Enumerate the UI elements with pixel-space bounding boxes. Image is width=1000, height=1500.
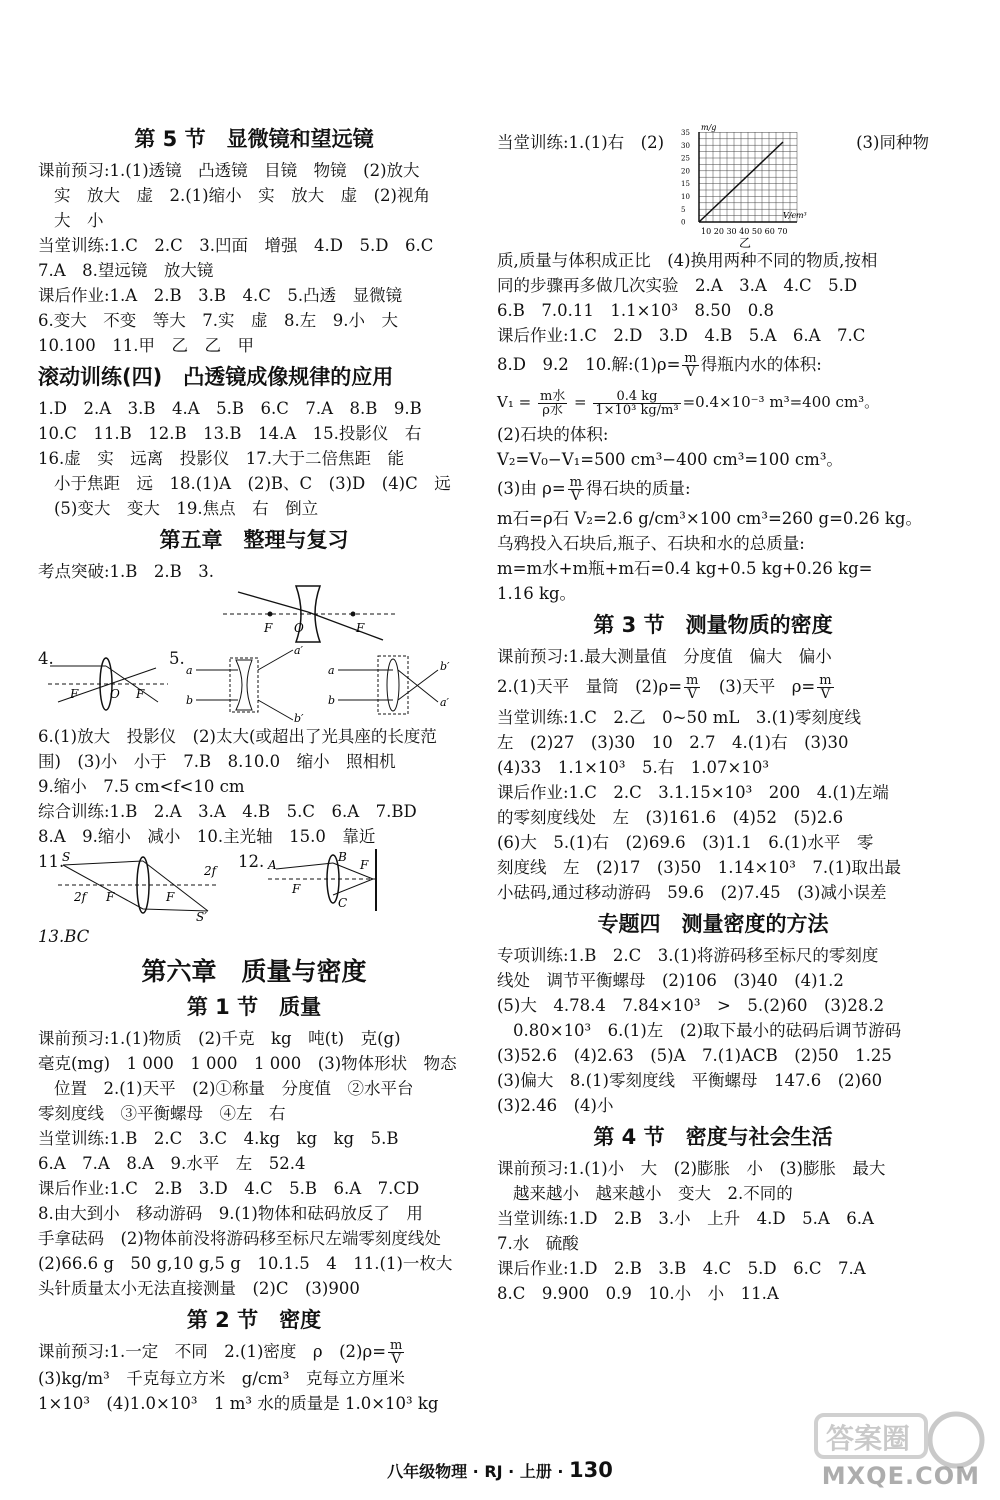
text-line: 16.虚 实 远离 投影仪 17.大于二倍焦距 能 [38, 449, 404, 468]
text-span: V₁ = [497, 393, 536, 411]
figure-label: 4. [38, 649, 54, 668]
text-line: 课前预习:1.(1)透镜 凸透镜 目镜 物镜 (2)放大 [38, 161, 420, 180]
denominator: V [685, 365, 696, 380]
numerator: m [684, 351, 697, 366]
text-line: m石=ρ石 V₂=2.6 g/cm³×100 cm³=260 g=0.26 kg。 [497, 509, 922, 528]
text-line: 8.C 9.900 0.9 10.小 小 11.A [497, 1284, 779, 1303]
text-line: 当堂训练:1.B 2.C 3.C 4.kg kg kg 5.B [38, 1129, 399, 1148]
text-line: (4)33 1.1×10³ 5.右 1.07×10³ [497, 758, 769, 777]
text-line: V₂=V₀−V₁=500 cm³−400 cm³=100 cm³。 [497, 450, 843, 469]
text-line: 0.80×10³ 6.(1)左 (2)取下最小的砝码后调节游码 [513, 1021, 902, 1040]
svg-text:A: A [268, 858, 277, 872]
text-line: 10.C 11.B 12.B 13.B 14.A 15.投影仪 右 [38, 424, 422, 443]
svg-text:F: F [166, 890, 175, 904]
figure-4-5-svg [38, 644, 470, 724]
text-line: 线处 调节平衡螺母 (2)106 (3)40 (4)1.2 [497, 971, 844, 990]
text-span: (3)由 ρ= [497, 479, 566, 498]
density-graph-block [497, 120, 929, 248]
text-line: 当堂训练:1.C 2.乙 0~50 mL 3.(1)零刻度线 [497, 708, 861, 727]
footer-label: 八年级物理 · RJ · 上册 · [387, 1462, 570, 1481]
text-line: 课后作业:1.C 2.B 3.D 4.C 5.B 6.A 7.CD [38, 1179, 420, 1198]
svg-text:a: a [328, 664, 335, 677]
svg-text:a′: a′ [440, 696, 450, 709]
text-line: 8.由大到小 移动游码 9.(1)物体和砝码放反了 用 [38, 1204, 423, 1223]
numerator: m [686, 673, 699, 688]
text-line: 围) (3)小 小于 7.B 8.10.0 缩小 照相机 [38, 752, 396, 771]
figure-label: 5. [169, 649, 185, 668]
svg-text:b′: b′ [294, 712, 304, 724]
text-line: 1×10³ (4)1.0×10³ 1 m³ 水的质量是 1.0×10³ kg [38, 1394, 439, 1413]
svg-text:O: O [110, 687, 120, 701]
x-axis-label: V/cm³ [783, 211, 807, 220]
text-line: 的零刻度线处 左 (3)161.6 (4)52 (5)2.6 [497, 808, 844, 827]
text-line: 课后作业:1.D 2.B 3.B 4.C 5.D 6.C 7.A [497, 1259, 866, 1278]
fraction [538, 390, 567, 417]
watermark-logo-text: 答案圈 [826, 1422, 911, 1455]
text-line: 刻度线 左 (2)17 (3)50 1.14×10³ 7.(1)取出最 [497, 858, 902, 877]
text-line: 课后作业:1.C 2.C 3.1.15×10³ 200 4.(1)左端 [497, 783, 889, 802]
text-span: (3)同种物 [856, 133, 929, 152]
y-axis-label: m/g [701, 123, 717, 132]
text-line [38, 1339, 470, 1366]
svg-text:F: F [106, 890, 115, 904]
numerator: m [819, 673, 832, 688]
text-line: 10.100 11.甲 乙 乙 甲 [38, 336, 254, 355]
svg-text:b′: b′ [440, 660, 450, 673]
left-column [38, 120, 470, 1416]
svg-text:a′: a′ [294, 644, 304, 657]
lens-figures-11-12 [38, 849, 470, 924]
text-line: 大 小 [54, 211, 104, 230]
text-line: m=m水+m瓶+m石=0.4 kg+0.5 kg+0.26 kg= [497, 559, 873, 578]
y-tick-label: 20 [681, 167, 690, 176]
svg-text:2f: 2f [204, 864, 217, 878]
svg-text:b: b [328, 694, 336, 707]
graph-caption: 乙 [739, 236, 752, 248]
y-tick-label: 30 [681, 141, 690, 150]
denominator: V [687, 687, 697, 702]
numerator: 0.4 kg [593, 390, 680, 404]
fraction-m-over-v [388, 1339, 404, 1366]
text-line: 课前预习:1.(1)小 大 (2)膨胀 小 (3)膨胀 最大 [497, 1159, 886, 1178]
text-line [497, 348, 929, 382]
text-line: 当堂训练:1.D 2.B 3.小 上升 4.D 5.A 6.A [497, 1209, 874, 1228]
text-line [497, 669, 929, 705]
text-span: 2.(1)天平 量筒 (2)ρ= [497, 677, 683, 696]
text-line: 考点突破:1.B 2.B 3. [38, 562, 215, 581]
text-line: 6.B 7.0.11 1.1×10³ 8.50 0.8 [497, 301, 775, 320]
section-title: 第 4 节 密度与社会生活 [593, 1125, 833, 1149]
section-title: 专题四 测量密度的方法 [597, 912, 829, 936]
denominator: ρ水 [542, 402, 563, 418]
text-line: 综合训练:1.B 2.A 3.A 4.B 5.C 6.A 7.BD [38, 802, 417, 821]
y-tick-label: 15 [681, 180, 690, 189]
svg-text:b: b [186, 694, 194, 707]
svg-text:F: F [292, 882, 301, 896]
text-line: (3)偏大 8.(1)零刻度线 平衡螺母 147.6 (2)60 [497, 1071, 883, 1090]
text-line: 位置 2.(1)天平 (2)①称量 分度值 ②水平台 [54, 1079, 414, 1098]
svg-text:C: C [338, 896, 348, 910]
text-line: (6)大 5.(1)右 (2)69.6 (3)1.1 6.(1)水平 零 [497, 833, 874, 852]
numerator: m水 [539, 388, 566, 404]
y-tick-label: 5 [681, 205, 686, 214]
svg-text:B: B [338, 850, 347, 864]
svg-text:S′: S′ [196, 910, 207, 924]
section-title: 第 2 节 密度 [186, 1308, 322, 1332]
y-tick-label: 35 [681, 129, 690, 137]
text-span: 8.D 9.2 10.解:(1)ρ= [497, 355, 681, 374]
fraction-m-over-v [682, 352, 698, 379]
lens-figures-4-5 [38, 644, 470, 724]
y-tick-label: 10 [681, 193, 690, 201]
text-span: =0.4×10⁻³ m³=400 cm³。 [682, 393, 880, 411]
figure-11-12-svg [38, 849, 470, 924]
text-line [497, 472, 929, 506]
text-line: 课前预习:1.最大测量值 分度值 偏大 偏小 [497, 647, 832, 666]
numerator: m [569, 475, 582, 490]
denominator: V [391, 1352, 401, 1367]
svg-text:2f: 2f [74, 890, 87, 904]
text-line: 6.变大 不变 等大 7.实 虚 8.左 9.小 大 [38, 311, 398, 330]
text-span: 得石块的质量: [585, 479, 691, 498]
numerator: m [390, 1338, 403, 1353]
equation-line: V₁ = $\frac{\text{m水}}{\text{ρ水}}$ = $\frac{0.4 kg}{\text{1×10³ kg/m³}}$ =0.4×10⁻³ m³=400 cm³。 [497, 388, 880, 418]
right-column [497, 120, 929, 1306]
text-line: 同的步骤再多做几次实验 2.A 3.A 4.C 5.D [497, 276, 858, 295]
figure-label: 12. [238, 852, 265, 871]
page-number: 130 [569, 1458, 613, 1482]
text-line: 1.16 kg。 [497, 584, 577, 603]
figure-label: 11. [38, 852, 65, 871]
text-line: (2)66.6 g 50 g,10 g,5 g 10.1.5 4 11.(1)一枚大 [38, 1254, 453, 1273]
svg-text:F: F [360, 858, 369, 872]
text-span: 当堂训练:1.(1)右 (2) [497, 133, 665, 152]
text-line: 当堂训练:1.C 2.C 3.凹面 增强 4.D 5.D 6.C [38, 236, 434, 255]
svg-text:a: a [186, 664, 193, 677]
fraction-m-over-v [684, 674, 700, 701]
text-line: 专项训练:1.B 2.C 3.(1)将游码移至标尺的零刻度 [497, 946, 879, 965]
fraction-m-over-v [817, 674, 833, 701]
svg-text:O: O [294, 621, 304, 635]
x-tick-labels: 10 20 30 40 50 60 70 [701, 227, 788, 236]
mass-volume-graph [679, 120, 849, 248]
svg-text:S: S [62, 850, 71, 864]
text-line: 乌鸦投入石块后,瓶子、石块和水的总质量: [497, 534, 805, 553]
section-title: 第 5 节 显微镜和望远镜 [134, 127, 374, 151]
text-line: 质,质量与体积成正比 (4)换用两种不同的物质,按相 [497, 251, 878, 270]
text-line: 左 (2)27 (3)30 10 2.7 4.(1)右 (3)30 [497, 733, 849, 752]
text-line: 毫克(mg) 1 000 1 000 1 000 (3)物体形状 物态 [38, 1054, 457, 1073]
text-line: (3)2.46 (4)小 [497, 1096, 614, 1115]
text-line: 头针质量太小无法直接测量 (2)C (3)900 [38, 1279, 360, 1298]
text-line: (2)石块的体积: [497, 425, 609, 444]
text-line: 6.A 7.A 8.A 9.水平 左 52.4 [38, 1154, 306, 1173]
svg-text:F: F [136, 687, 145, 701]
text-line: 课后作业:1.A 2.B 3.B 4.C 5.凸透 显微镜 [38, 286, 403, 305]
text-line: 小砝码,通过移动游码 59.6 (2)7.45 (3)减小误差 [497, 883, 887, 902]
text-line: 1.D 2.A 3.B 4.A 5.B 6.C 7.A 8.B 9.B [38, 399, 422, 418]
text-line: 小于焦距 远 18.(1)A (2)B、C (3)D (4)C 远 [54, 474, 451, 493]
text-line: (5)变大 变大 19.焦点 右 倒立 [54, 499, 319, 518]
text-line: (5)大 4.78.4 7.84×10³ > 5.(2)60 (3)28.2 [497, 996, 885, 1015]
text-line: 6.(1)放大 投影仪 (2)太大(或超出了光具座的长度范 [38, 727, 437, 746]
text-span: 课前预习:1.一定 不同 2.(1)密度 ρ (2)ρ= [38, 1342, 387, 1361]
text-line: (3)52.6 (4)2.63 (5)A 7.(1)ACB (2)50 1.25 [497, 1046, 892, 1065]
text-line: 7.水 硫酸 [497, 1234, 579, 1253]
svg-text:F: F [70, 687, 79, 701]
denominator: 1×10³ kg/m³ [595, 402, 679, 418]
text-span: 得瓶内水的体积: [700, 355, 822, 374]
chapter-title: 第六章 质量与密度 [141, 957, 367, 986]
text-line: 7.A 8.望远镜 放大镜 [38, 261, 214, 280]
svg-text:F: F [264, 621, 273, 635]
text-line: 课后作业:1.C 2.D 3.D 4.B 5.A 6.A 7.C [497, 326, 866, 345]
text-span: (3)天平 ρ= [718, 677, 816, 696]
fraction [593, 390, 680, 417]
denominator: V [571, 489, 581, 504]
text-line: 课前预习:1.(1)物质 (2)千克 kg 吨(t) 克(g) [38, 1029, 401, 1048]
y-tick-label: 0 [681, 218, 686, 227]
denominator: V [820, 687, 831, 702]
text-line: 8.A 9.缩小 减小 10.主光轴 15.0 靠近 [38, 827, 376, 846]
section-title: 第 3 节 测量物质的密度 [593, 613, 833, 637]
watermark-text: MXQE.COM [821, 1462, 980, 1490]
y-tick-labels [681, 129, 690, 227]
fraction-m-over-v [568, 476, 584, 503]
text-line: 越来越小 越来越小 变大 2.不同的 [513, 1184, 793, 1203]
text-line: 手拿砝码 (2)物体前没将游码移至标尺左端零刻度线处 [38, 1229, 441, 1248]
section-title: 第五章 整理与复习 [159, 528, 349, 552]
svg-text:F: F [356, 621, 365, 635]
text-line: 实 放大 虚 2.(1)缩小 实 放大 虚 (2)视角 [54, 186, 430, 205]
section-title: 第 1 节 质量 [186, 995, 322, 1019]
text-line: 13.BC [38, 927, 90, 946]
concave-lens-svg [38, 584, 470, 644]
text-line: (3)kg/m³ 千克每立方米 g/cm³ 克每立方厘米 [38, 1369, 405, 1388]
section-title: 滚动训练(四) 凸透镜成像规律的应用 [38, 365, 394, 389]
concave-lens-diagram [38, 584, 470, 644]
text-line: 零刻度线 ③平衡螺母 ④左 右 [38, 1104, 286, 1123]
text-line: 9.缩小 7.5 cm<f<10 cm [38, 777, 245, 796]
y-tick-label: 25 [681, 154, 690, 163]
